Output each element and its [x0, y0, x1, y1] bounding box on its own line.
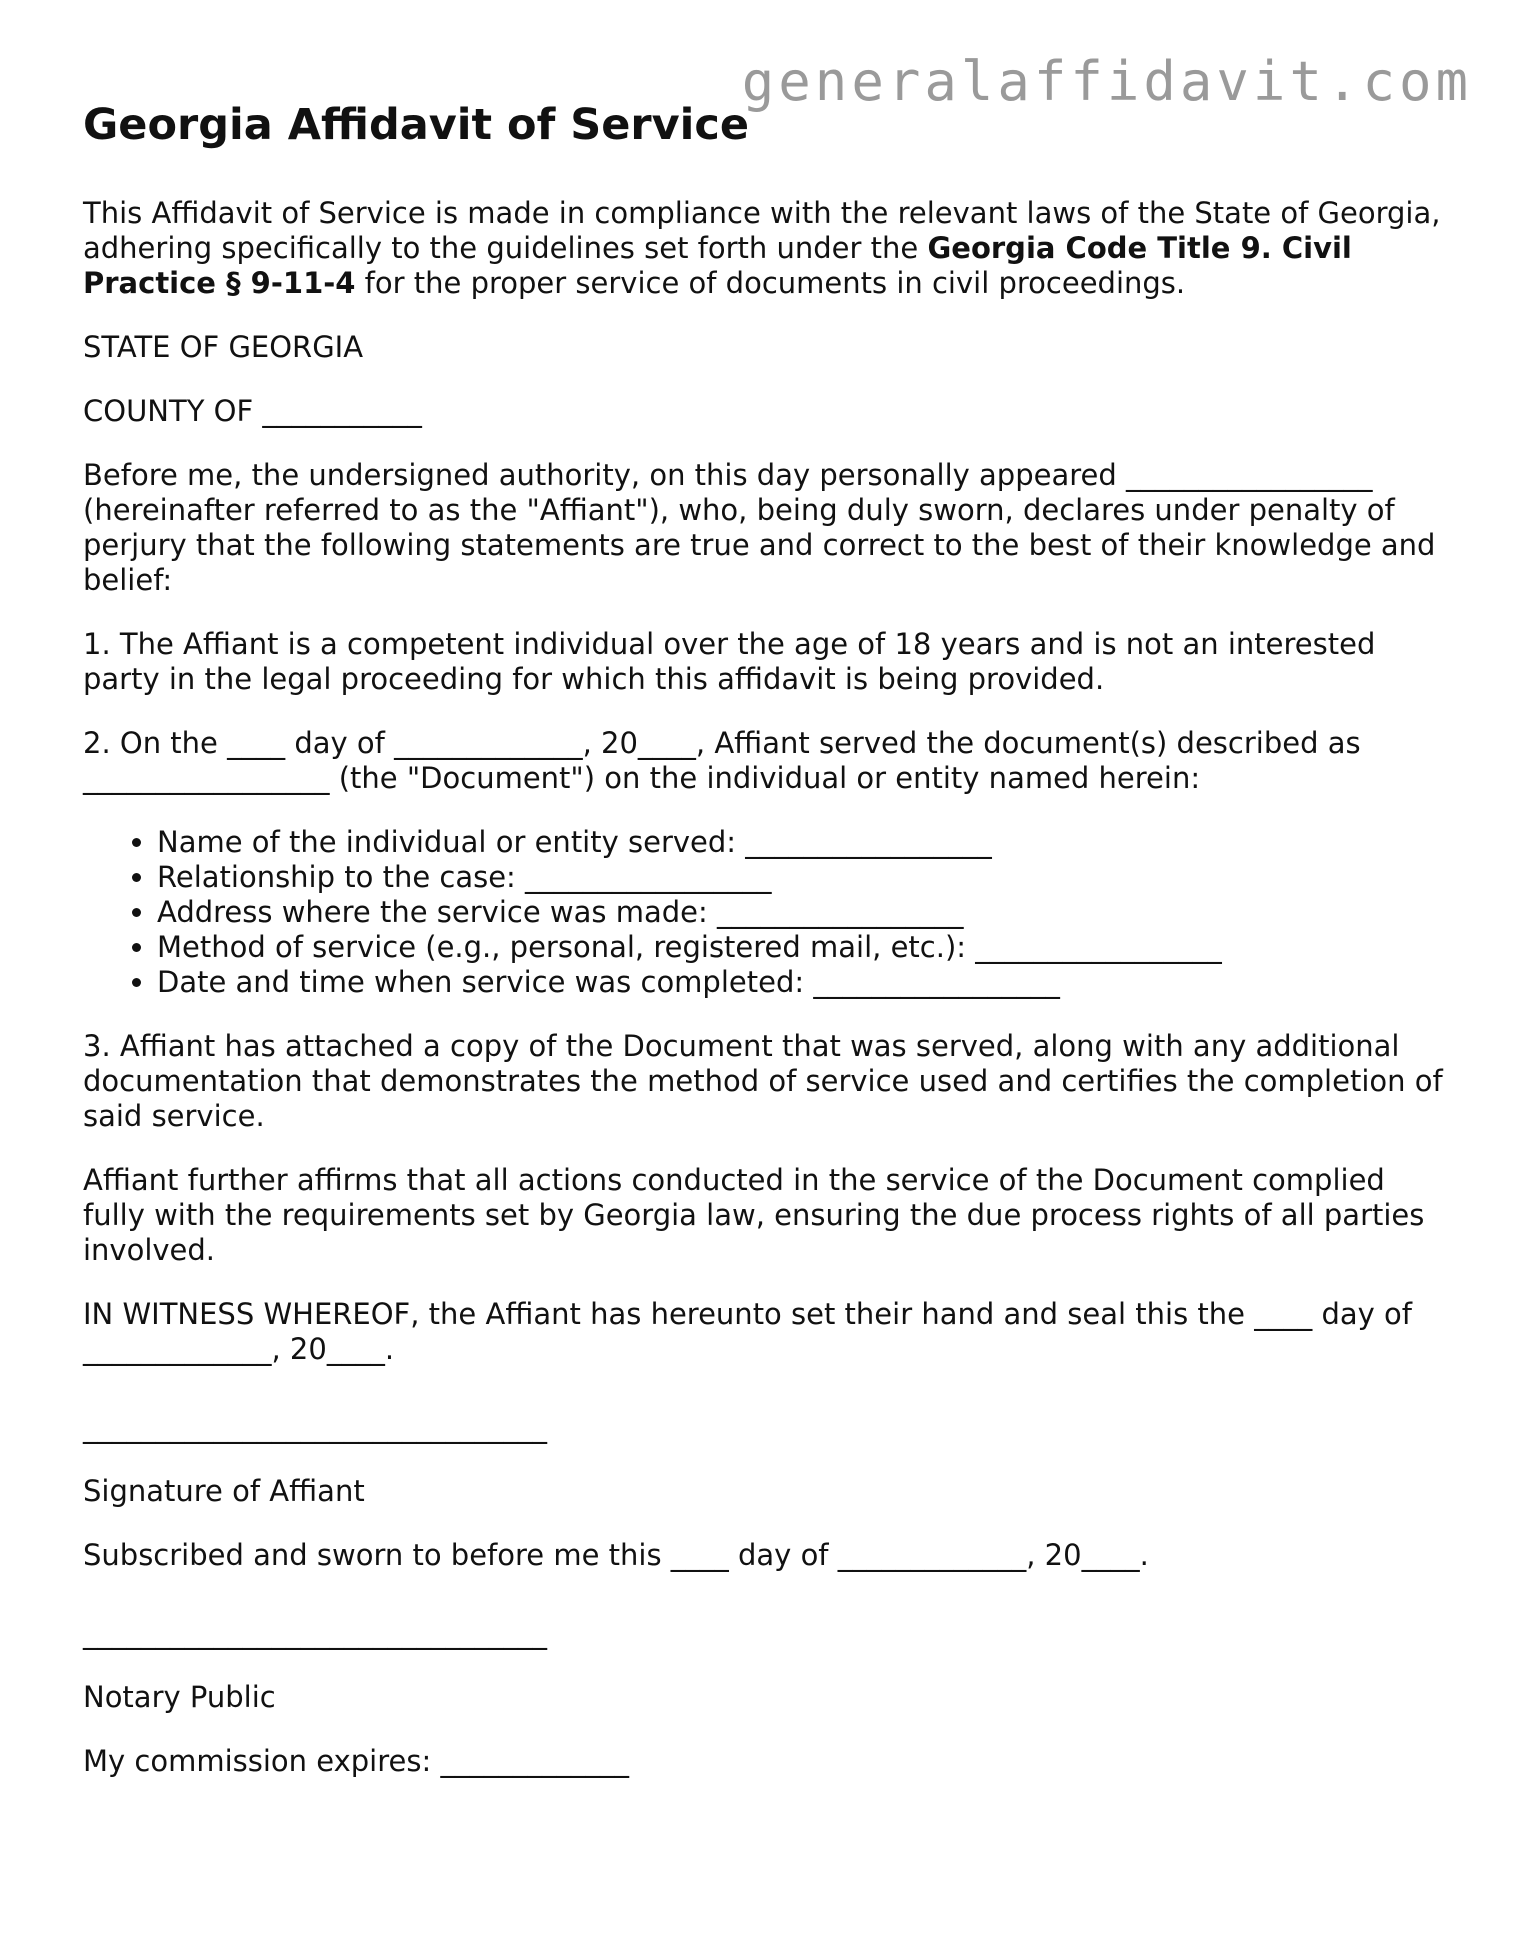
affirmation-paragraph: Affiant further affirms that all actions conducted in the service of the Document complied fully with the requirements set by Georgia law, ensuring the due process rights of all parties involved. — [83, 1162, 1425, 1267]
intro-text-end: for the proper service of documents in civil proceedings. — [355, 265, 1186, 300]
county-line: COUNTY OF ___________ — [83, 393, 422, 428]
list-item: • Relationship to the case: _________________ — [157, 860, 1443, 895]
witness-paragraph: IN WITNESS WHEREOF, the Affiant has hereunto set their hand and seal this the ____ day of _____________, 20____. — [83, 1296, 1412, 1366]
affiant-signature-line: ________________________________ — [83, 1409, 547, 1444]
notary-label: Notary Public — [83, 1679, 276, 1714]
list-item: • Method of service (e.g., personal, registered mail, etc.): _________________ — [157, 930, 1443, 965]
service-details-list — [83, 825, 1443, 1000]
intro-text: This Affidavit of Service is made in compliance with the relevant laws of the State of Georgia, adhering specifically to the guidelines set forth under the — [83, 195, 1441, 265]
document-title: Georgia Affidavit of Service — [83, 100, 750, 150]
subscribed-line: Subscribed and sworn to before me this ____ day of _____________, 20____. — [83, 1537, 1149, 1572]
affiant-signature-label: Signature of Affiant — [83, 1473, 365, 1508]
statement-3: 3. Affiant has attached a copy of the Document that was served, along with any additional documentation that demonstrates the method of service used and certifies the completion of said service. — [83, 1028, 1443, 1133]
commission-line: My commission expires: _____________ — [83, 1743, 629, 1778]
list-item: • Address where the service was made: _________________ — [157, 895, 1443, 930]
document-body — [83, 100, 1443, 1808]
intro-paragraph — [83, 196, 1443, 301]
watermark: generalaffidavit.com — [741, 50, 1472, 113]
state-line: STATE OF GEORGIA — [83, 329, 364, 364]
appearance-paragraph: Before me, the undersigned authority, on this day personally appeared _________________ (hereinafter referred to as the "Affiant"), who, being duly sworn, declares under penalty of perjury that the following statements are true and correct to the best of their knowledge and belief: — [83, 457, 1436, 597]
notary-signature-line: ________________________________ — [83, 1615, 547, 1650]
list-item: • Name of the individual or entity served: _________________ — [157, 825, 1443, 860]
list-item: • Date and time when service was completed: _________________ — [157, 965, 1443, 1000]
statute-reference: Georgia Code Title 9. Civil Practice § 9-11-4 — [83, 230, 1352, 300]
statement-2: 2. On the ____ day of _____________, 20____, Affiant served the document(s) described as _________________ (the "Document") on the individual or entity named herein: — [83, 725, 1361, 795]
statement-1: 1. The Affiant is a competent individual over the age of 18 years and is not an interested party in the legal proceeding for which this affidavit is being provided. — [83, 626, 1376, 696]
